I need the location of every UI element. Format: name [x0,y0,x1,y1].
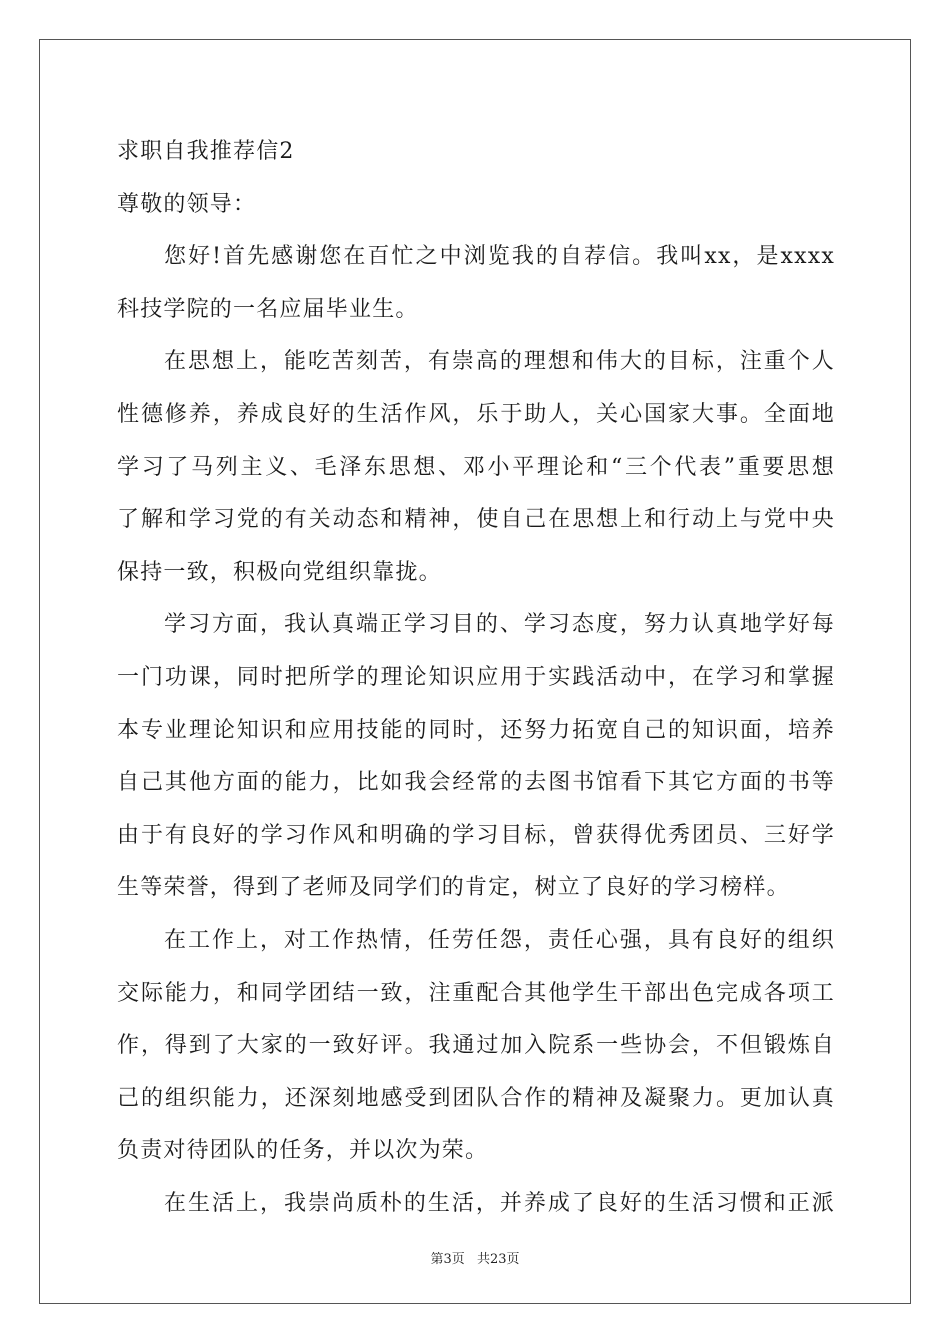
text-line: 在思想上，能吃苦刻苦，有崇高的理想和伟大的目标，注重个人 [164,349,835,375]
page-footer [0,1248,950,1267]
text-line: 您好!首先感谢您在百忙之中浏览我的自荐信。我叫xx，是xxxx [164,244,835,270]
page-number: 第3页 [430,1252,465,1267]
text-line: 在生活上，我崇尚质朴的生活，并养成了良好的生活习惯和正派 [164,1190,835,1216]
text-line: 学习方面，我认真端正学习目的、学习态度，努力认真地学好每 [164,612,835,638]
text-line: 科技学院的一名应届毕业生。 [117,296,419,322]
text-line: 由于有良好的学习作风和明确的学习目标，曾获得优秀团员、三好学 [117,822,835,848]
text-line: 作，得到了大家的一致好评。我通过加入院系一些协会，不但锻炼自 [117,1033,835,1059]
text-line: 本专业理论知识和应用技能的同时，还努力拓宽自己的知识面，培养 [117,717,835,743]
text-line: 生等荣誉，得到了老师及同学们的肯定，树立了良好的学习榜样。 [117,875,790,901]
text-line: 交际能力，和同学团结一致，注重配合其他学生干部出色完成各项工 [117,980,835,1006]
text-line: 学习了马列主义、毛泽东思想、邓小平理论和“三个代表”重要思想 [117,454,835,480]
text-line: 自己其他方面的能力，比如我会经常的去图书馆看下其它方面的书等 [117,770,835,796]
document-title: 求职自我推荐信2 [117,139,295,164]
text-line: 一门功课，同时把所学的理论知识应用于实践活动中，在学习和掌握 [117,664,835,690]
document-body [117,126,835,1230]
salutation: 尊敬的领导： [117,191,257,217]
text-line: 性德修养，养成良好的生活作风，乐于助人，关心国家大事。全面地 [117,401,835,427]
text-line: 己的组织能力，还深刻地感受到团队合作的精神及凝聚力。更加认真 [117,1085,835,1111]
page-total: 共23页 [476,1252,520,1267]
text-line: 保持一致，积极向党组织靠拢。 [117,559,442,585]
text-line: 了解和学习党的有关动态和精神，使自己在思想上和行动上与党中央 [117,507,835,533]
text-line: 负责对待团队的任务，并以次为荣。 [117,1138,489,1164]
text-line: 在工作上，对工作热情，任劳任怨，责任心强，具有良好的组织 [164,927,835,953]
